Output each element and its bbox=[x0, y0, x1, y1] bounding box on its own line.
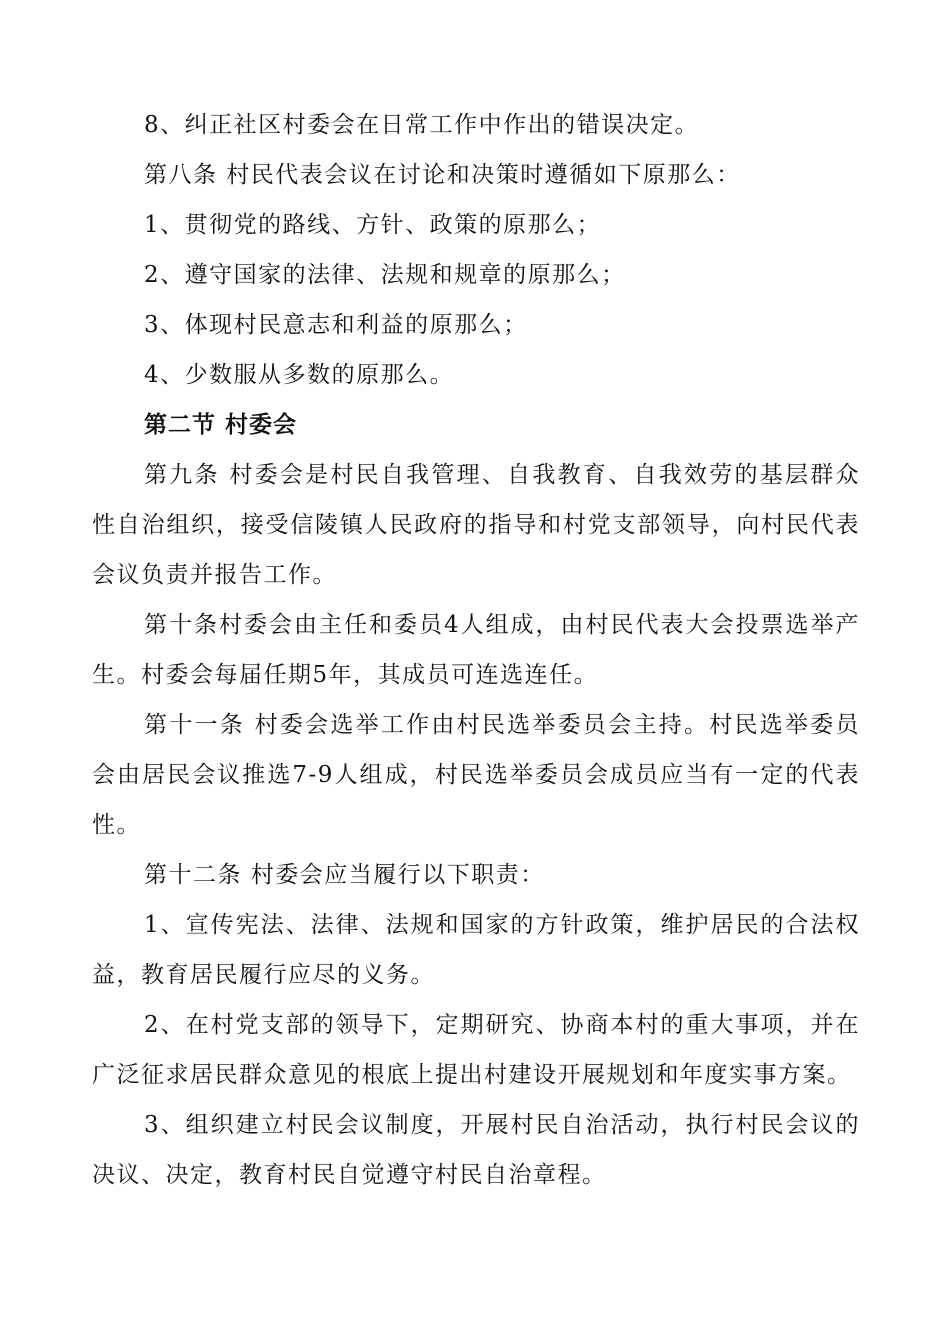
document-body bbox=[92, 100, 860, 1200]
principle-3: 3、体现村民意志和利益的原那么； bbox=[144, 312, 528, 338]
article-10: 第十条村委会由主任和委员4人组成，由村民代表大会投票选举产生。村委会每届任期5年，其成员可连选连任。 bbox=[92, 612, 860, 688]
article-9: 第九条 村委会是村民自我管理、自我教育、自我效劳的基层群众性自治组织，接受信陵镇人民政府的指导和村党支部领导，向村民代表会议负责并报告工作。 bbox=[92, 462, 860, 588]
duty-3: 3、组织建立村民会议制度，开展村民自治活动，执行村民会议的决议、决定，教育村民自觉遵守村民自治章程。 bbox=[92, 1112, 860, 1188]
paragraph-item-8: 8、纠正社区村委会在日常工作中作出的错误决定。 bbox=[144, 112, 700, 138]
principle-2: 2、遵守国家的法律、法规和规章的原那么； bbox=[144, 262, 626, 288]
article-12-title: 第十二条 村委会应当履行以下职责： bbox=[144, 862, 545, 888]
principle-1: 1、贯彻党的路线、方针、政策的原那么； bbox=[144, 212, 602, 238]
article-8-title: 第八条 村民代表会议在讨论和决策时遵循如下原那么： bbox=[144, 162, 741, 188]
duty-2: 2、在村党支部的领导下，定期研究、协商本村的重大事项，并在广泛征求居民群众意见的根底上提出村建设开展规划和年度实事方案。 bbox=[92, 1012, 860, 1088]
principle-4: 4、少数服从多数的原那么。 bbox=[144, 362, 455, 388]
article-11: 第十一条 村委会选举工作由村民选举委员会主持。村民选举委员会由居民会议推选7-9人组成，村民选举委员会成员应当有一定的代表性。 bbox=[92, 712, 860, 838]
duty-1: 1、宣传宪法、法律、法规和国家的方针政策，维护居民的合法权益，教育居民履行应尽的义务。 bbox=[92, 912, 860, 988]
section-heading: 第二节 村委会 bbox=[144, 411, 298, 438]
